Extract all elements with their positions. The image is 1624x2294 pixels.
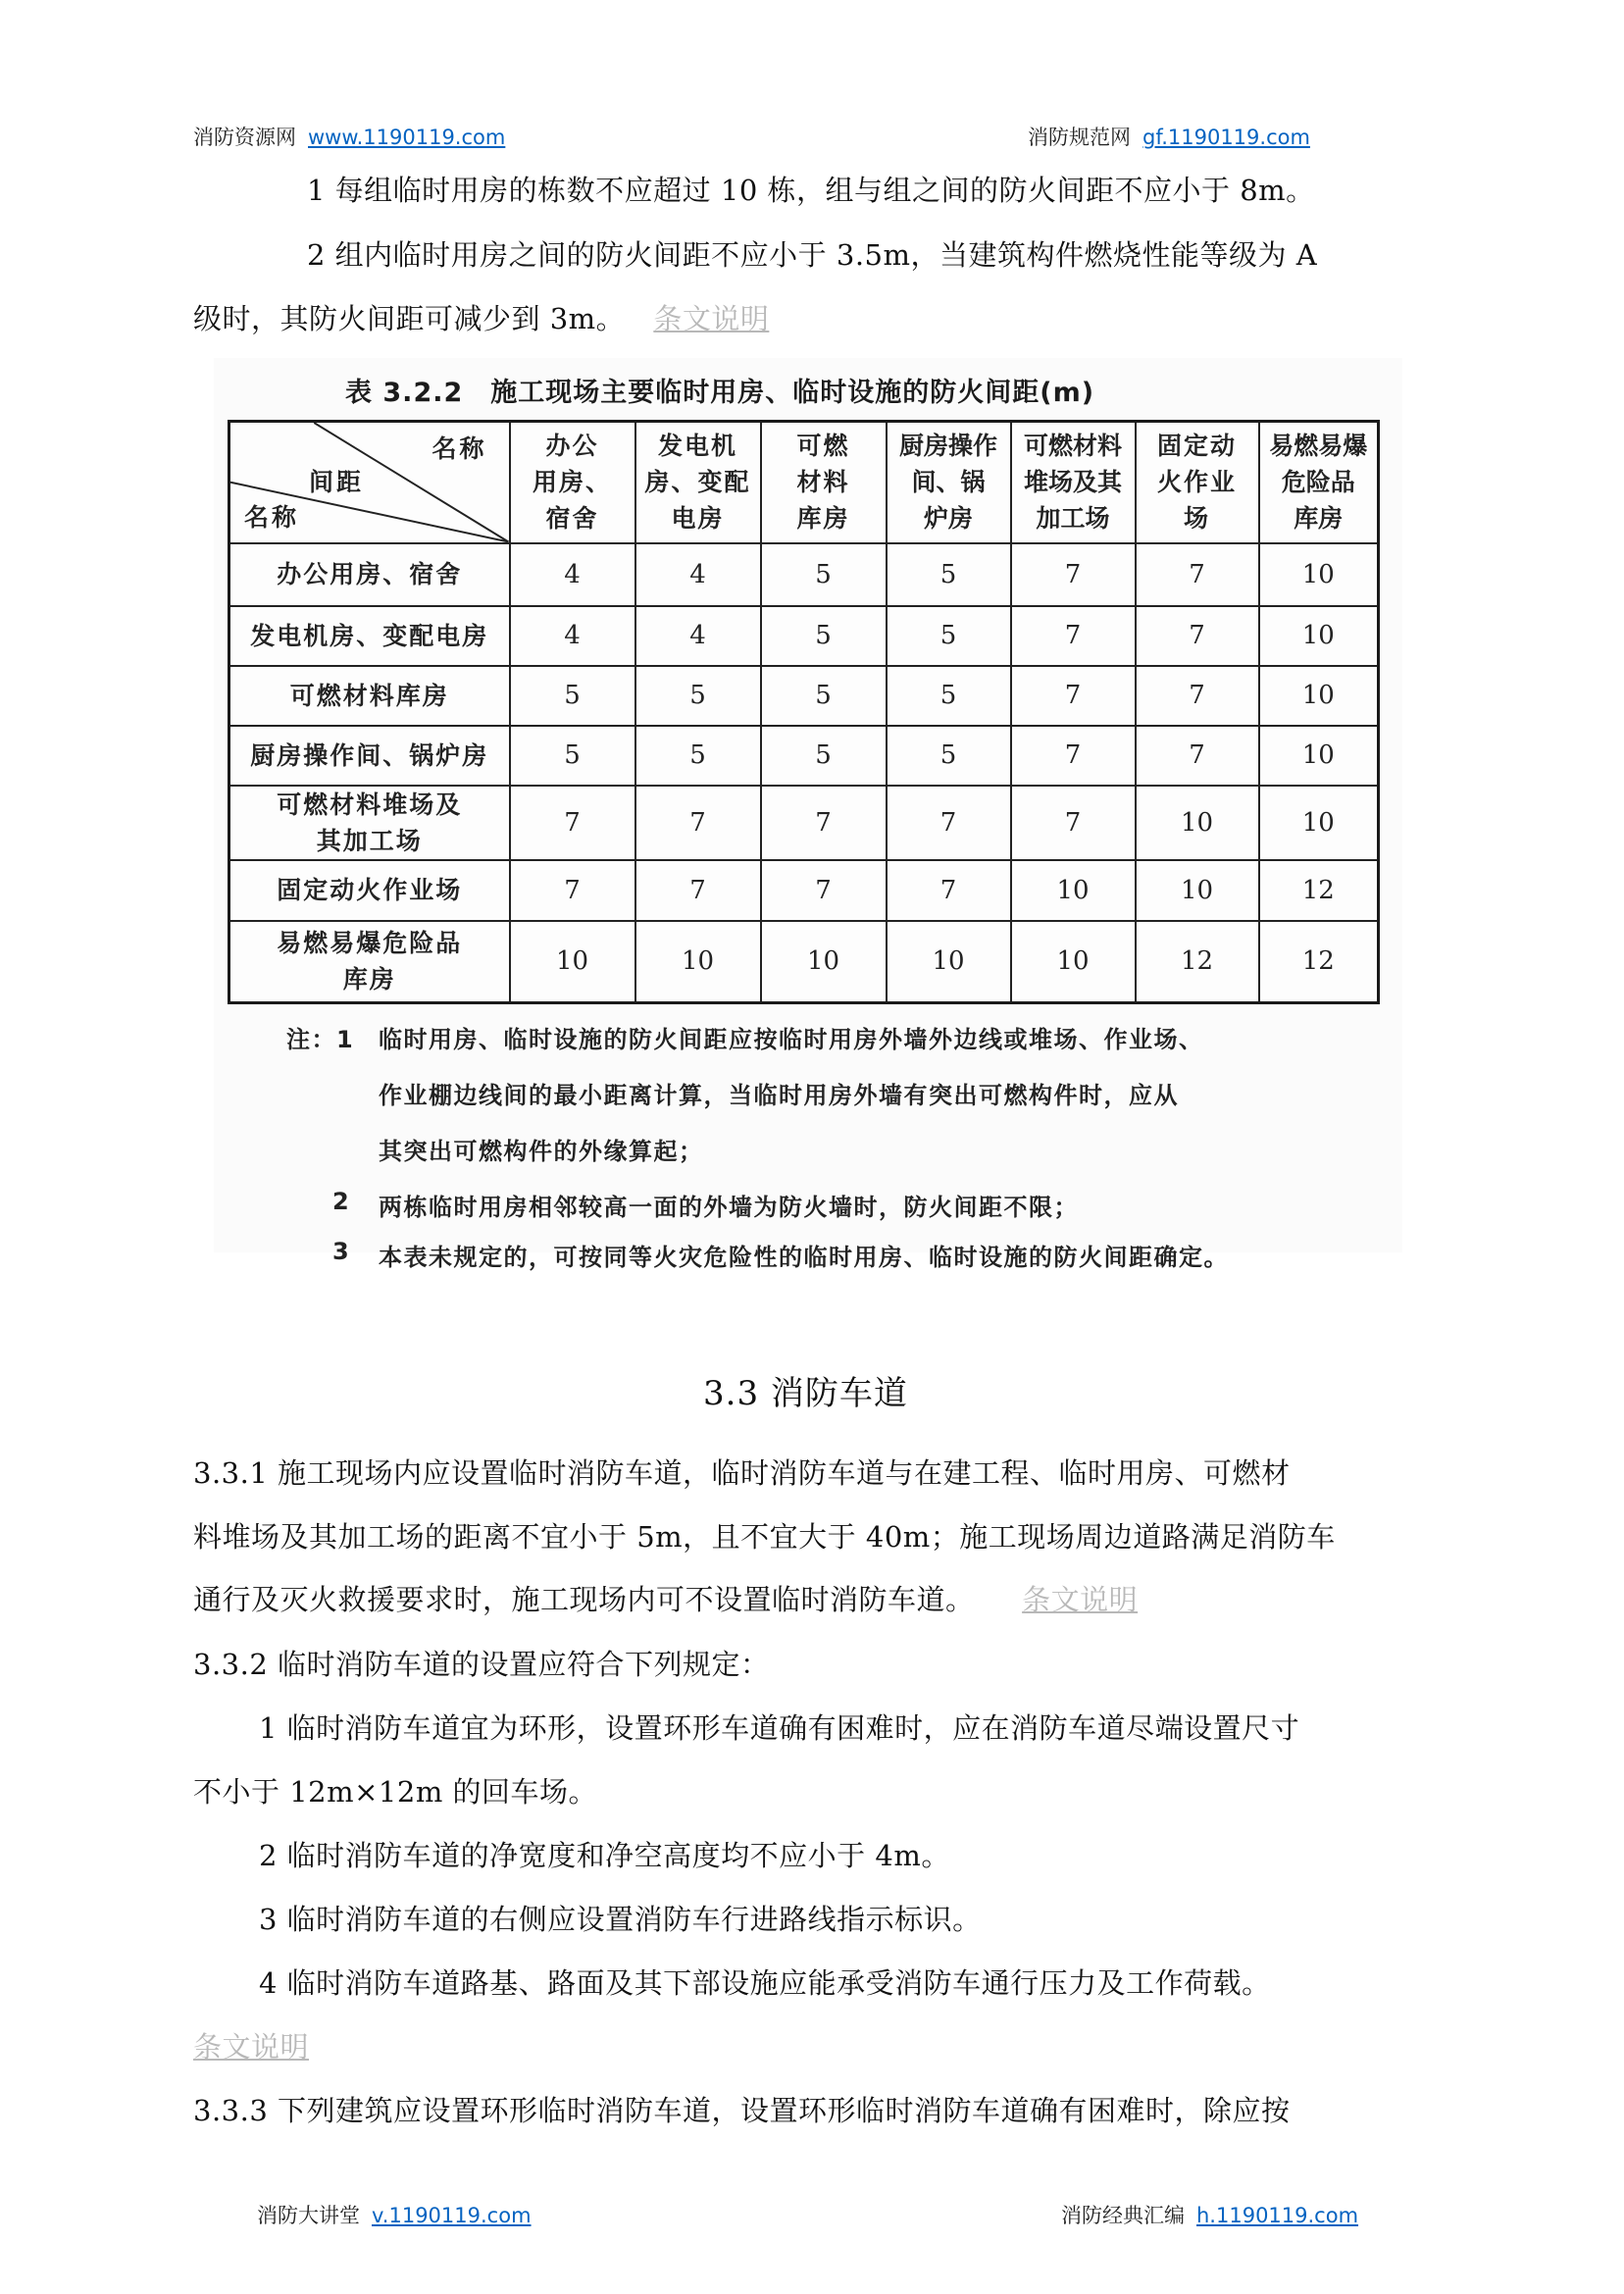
table-cell: 10 [510, 921, 635, 1003]
row-header-line: 可燃材料库房 [289, 681, 449, 710]
table-cell: 4 [635, 606, 761, 666]
column-header-line: 场 [1183, 504, 1210, 534]
clause-3-3-2-explanation [193, 2030, 310, 2064]
table-row [229, 786, 1379, 860]
footer-right [1061, 2200, 1358, 2229]
table-cell: 10 [1259, 543, 1379, 606]
column-header-line: 间、锅 [911, 468, 986, 497]
row-header-line: 厨房操作间、锅炉房 [250, 740, 489, 770]
row-header [229, 860, 510, 921]
table-row [229, 666, 1379, 726]
intro-item-1: 1 每组临时用房的栋数不应超过 10 栋，组与组之间的防火间距不应小于 8m。 [307, 174, 1315, 207]
table-cell: 12 [1259, 860, 1379, 921]
note-1-line-2: 作业棚边线间的最小距离计算，当临时用房外墙有突出可燃构件时，应从 [379, 1082, 1179, 1109]
table-row [229, 543, 1379, 606]
table-cell: 7 [887, 860, 1011, 921]
table-cell: 7 [761, 786, 887, 860]
column-header-line: 用房、 [532, 468, 612, 497]
column-header-line: 加工场 [1036, 504, 1110, 534]
table-cell: 5 [761, 666, 887, 726]
clause-3-3-3-line-1: 3.3.3 下列建筑应设置环形临时消防车道，设置环形临时消防车道确有困难时，除应按 [193, 2094, 1291, 2127]
column-header [887, 422, 1011, 543]
footer-left-link[interactable]: v.1190119.com [372, 2204, 532, 2227]
table-cell: 10 [887, 921, 1011, 1003]
row-header [229, 921, 510, 1003]
footer-right-label: 消防经典汇编 [1061, 2204, 1185, 2227]
column-header-line: 库房 [796, 504, 850, 534]
table-cell: 10 [635, 921, 761, 1003]
table-row [229, 726, 1379, 786]
table-cell: 12 [1136, 921, 1259, 1003]
note-2: 两栋临时用房相邻较高一面的外墙为防火墙时，防火间距不限； [379, 1194, 1079, 1221]
table-cell: 5 [510, 666, 635, 726]
column-header-line: 发电机 [657, 432, 737, 461]
table-row [229, 860, 1379, 921]
note-1-line-1: 临时用房、临时设施的防火间距应按临时用房外墙外边线或堆场、作业场、 [379, 1026, 1204, 1053]
table-cell: 7 [1136, 606, 1259, 666]
clause-3-3-2-item-1-line-2: 不小于 12m×12m 的回车场。 [193, 1775, 598, 1809]
table-corner-cell [229, 422, 510, 543]
table-cell: 12 [1259, 921, 1379, 1003]
row-header-line: 办公用房、宿舍 [277, 560, 463, 588]
table-cell: 5 [887, 543, 1011, 606]
header-right [1028, 122, 1310, 151]
table-row [229, 606, 1379, 666]
column-header [1259, 422, 1379, 543]
column-header-line: 宿舍 [545, 504, 599, 534]
explanation-link[interactable]: 条文说明 [193, 2030, 310, 2064]
table-cell: 10 [1011, 860, 1136, 921]
row-header [229, 726, 510, 786]
table-cell: 7 [1011, 786, 1136, 860]
note-prefix: 注：1 [286, 1026, 355, 1053]
column-header [510, 422, 635, 543]
table-cell: 10 [1011, 921, 1136, 1003]
column-header [1136, 422, 1259, 543]
footer-left-label: 消防大讲堂 [257, 2204, 360, 2227]
table-cell: 4 [635, 543, 761, 606]
clause-3-3-1-text: 通行及灭火救援要求时，施工现场内可不设置临时消防车道。 [193, 1583, 975, 1616]
table-header-row [229, 422, 1379, 543]
column-header-line: 可燃 [796, 432, 850, 461]
table-cell: 5 [510, 726, 635, 786]
table-row [229, 921, 1379, 1003]
row-header-line: 易燃易爆危险品 [277, 929, 463, 958]
table-cell: 5 [635, 726, 761, 786]
column-header [761, 422, 887, 543]
table-cell: 10 [1259, 786, 1379, 860]
row-header [229, 666, 510, 726]
table-cell: 5 [635, 666, 761, 726]
corner-middle-label: 间距 [309, 468, 365, 496]
intro-item-2-line-2 [193, 302, 770, 335]
table-cell: 10 [1259, 726, 1379, 786]
footer-left [257, 2200, 532, 2229]
note-3-number: 3 [332, 1238, 351, 1265]
table-cell: 7 [1136, 666, 1259, 726]
row-header-line: 其加工场 [316, 826, 423, 855]
table-cell: 4 [510, 606, 635, 666]
column-header-line: 危险品 [1281, 468, 1355, 497]
table-cell: 7 [1136, 726, 1259, 786]
header-left [193, 122, 505, 151]
table-cell: 4 [510, 543, 635, 606]
corner-top-right-label: 名称 [431, 434, 487, 463]
table-cell: 5 [761, 543, 887, 606]
corner-bottom-left-label: 名称 [244, 503, 300, 532]
table-cell: 7 [635, 786, 761, 860]
column-header-line: 办公 [545, 432, 599, 461]
table-cell: 7 [761, 860, 887, 921]
column-header-line: 厨房操作 [898, 432, 997, 461]
column-header-line: 房、变配 [644, 468, 751, 497]
clause-3-3-2-item-2: 2 临时消防车道的净宽度和净空高度均不应小于 4m。 [259, 1839, 950, 1872]
header-right-label: 消防规范网 [1028, 126, 1131, 149]
table-cell: 7 [510, 860, 635, 921]
header-right-link[interactable]: gf.1190119.com [1142, 126, 1310, 149]
clause-3-3-1-line-2: 料堆场及其加工场的距离不宜小于 5m，且不宜大于 40m；施工现场周边道路满足消防车 [193, 1520, 1336, 1554]
table-cell: 7 [510, 786, 635, 860]
clause-3-3-1-line-1: 3.3.1 施工现场内应设置临时消防车道，临时消防车道与在建工程、临时用房、可燃材 [193, 1456, 1291, 1490]
note-1-line-3: 其突出可燃构件的外缘算起； [379, 1138, 704, 1165]
table-cell: 7 [1011, 543, 1136, 606]
table-cell: 7 [635, 860, 761, 921]
column-header-line: 易燃易爆 [1269, 432, 1368, 461]
explanation-link[interactable]: 条文说明 [1022, 1583, 1139, 1616]
row-header-line: 可燃材料堆场及 [277, 790, 463, 819]
table-cell: 5 [761, 726, 887, 786]
footer-right-link[interactable]: h.1190119.com [1196, 2204, 1359, 2227]
row-header-line: 固定动火作业场 [277, 876, 463, 904]
explanation-link[interactable]: 条文说明 [653, 302, 770, 335]
column-header-line: 堆场及其 [1023, 468, 1122, 497]
column-header [635, 422, 761, 543]
table-cell: 5 [887, 606, 1011, 666]
table-cell: 10 [1136, 860, 1259, 921]
table-cell: 7 [1011, 606, 1136, 666]
section-title: 3.3 消防车道 [703, 1374, 908, 1413]
column-header-line: 火作业 [1156, 468, 1237, 497]
row-header [229, 606, 510, 666]
clause-3-3-2: 3.3.2 临时消防车道的设置应符合下列规定： [193, 1648, 770, 1681]
row-header [229, 543, 510, 606]
table-cell: 10 [761, 921, 887, 1003]
table-cell: 5 [887, 726, 1011, 786]
column-header-line: 固定动 [1156, 432, 1237, 461]
column-header-line: 材料 [796, 468, 850, 497]
table-title: 表 3.2.2 施工现场主要临时用房、临时设施的防火间距(m) [345, 378, 1095, 408]
note-3: 本表未规定的，可按同等火灾危险性的临时用房、临时设施的防火间距确定。 [379, 1244, 1229, 1271]
column-header-line: 库房 [1294, 504, 1344, 534]
column-header-line: 电房 [671, 504, 725, 534]
table-body [229, 543, 1379, 1003]
fire-spacing-table [228, 420, 1380, 1004]
intro-item-2-text: 级时，其防火间距可减少到 3m。 [193, 302, 626, 335]
clause-3-3-2-item-4: 4 临时消防车道路基、路面及其下部设施应能承受消防车通行压力及工作荷载。 [259, 1966, 1271, 2000]
intro-item-2-line-1: 2 组内临时用房之间的防火间距不应小于 3.5m，当建筑构件燃烧性能等级为 A [307, 238, 1318, 272]
table-cell: 7 [1011, 666, 1136, 726]
row-header-line: 库房 [342, 965, 396, 994]
table-cell: 5 [761, 606, 887, 666]
table-cell: 7 [1011, 726, 1136, 786]
column-header-line: 炉房 [923, 504, 973, 534]
clause-3-3-1-line-3 [193, 1583, 1139, 1616]
table-cell: 7 [1136, 543, 1259, 606]
header-left-link[interactable]: www.1190119.com [308, 126, 506, 149]
table-cell: 5 [887, 666, 1011, 726]
note-2-number: 2 [332, 1188, 351, 1215]
clause-3-3-2-item-3: 3 临时消防车道的右侧应设置消防车行进路线指示标识。 [259, 1903, 982, 1936]
table-cell: 10 [1136, 786, 1259, 860]
column-header [1011, 422, 1136, 543]
column-header-line: 可燃材料 [1023, 432, 1122, 461]
table-cell: 10 [1259, 666, 1379, 726]
header-left-label: 消防资源网 [193, 126, 296, 149]
table-cell: 7 [887, 786, 1011, 860]
row-header-line: 发电机房、变配电房 [250, 621, 489, 650]
table-cell: 10 [1259, 606, 1379, 666]
row-header [229, 786, 510, 860]
clause-3-3-2-item-1-line-1: 1 临时消防车道宜为环形，设置环形车道确有困难时，应在消防车道尽端设置尺寸 [259, 1711, 1300, 1745]
